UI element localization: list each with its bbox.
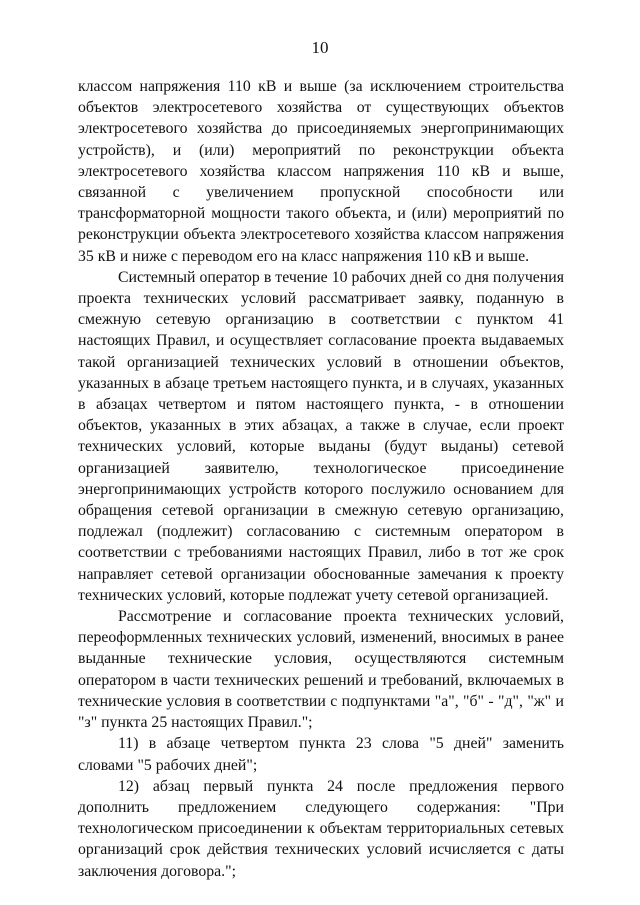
paragraph-item-11: 11) в абзаце четвертом пункта 23 слова "5 дней" заменить словами "5 рабочих дней"; — [78, 735, 564, 774]
document-body — [78, 76, 564, 882]
paragraph-system-operator: Системный оператор в течение 10 рабочих дней со дня получения проекта технических условий рассматривает заявку, поданную в смежную сетевую организацию в соответствии с пунктом 41 настоящих Правил, и осуществляет согласование проекта выдаваемых такой организацией технических условий в отношении объектов, указанных в абзаце третьем настоящего пункта, и в случаях, указанных в абзацах четвертом и пятом настоящего пункта, - в отношении объектов, указанных в этих абзацах, а также в случае, если проект технических условий, которые выданы (будут выданы) сетевой организацией заявителю, технологическое присоединение энергопринимающих устройств которого послужило основанием для обращения сетевой организации в смежную сетевую организацию, подлежал (подлежит) согласованию с системным оператором в соответствии с требованиями настоящих Правил, либо в тот же срок направляет сетевой организации обоснованные замечания к проекту технических условий, которые подлежат учету сетевой организацией. — [78, 268, 564, 604]
paragraph-continuation: классом напряжения 110 кВ и выше (за исключением строительства объектов электросетевого хозяйства от существующих объектов электросетевого хозяйства до присоединяемых энергопринимающих устройств), и (или) мероприятий по реконструкции объекта электросетевого хозяйства классом напряжения 110 кВ и выше, связанной с увеличением пропускной способности или трансформаторной мощности такого объекта, и (или) мероприятий по реконструкции объекта электросетевого хозяйства классом напряжения 35 кВ и ниже с переводом его на класс напряжения 110 кВ и выше. — [78, 78, 564, 265]
paragraph-review-approval: Рассмотрение и согласование проекта технических условий, переоформленных технических условий, изменений, вносимых в ранее выданные технические условия, осуществляются системным оператором в части технических решений и требований, включаемых в технические условия в соответствии с подпунктами "а", "б" - "д", "ж" и "з" пункта 25 настоящих Правил."; — [78, 608, 564, 732]
paragraph-item-12: 12) абзац первый пункта 24 после предложения первого дополнить предложением следующего содержания: "При технологическом присоединении к объектам территориальных сетевых организаций срок действия технических условий исчисляется с даты заключения договора."; — [78, 777, 564, 880]
page-number: 10 — [311, 38, 329, 57]
